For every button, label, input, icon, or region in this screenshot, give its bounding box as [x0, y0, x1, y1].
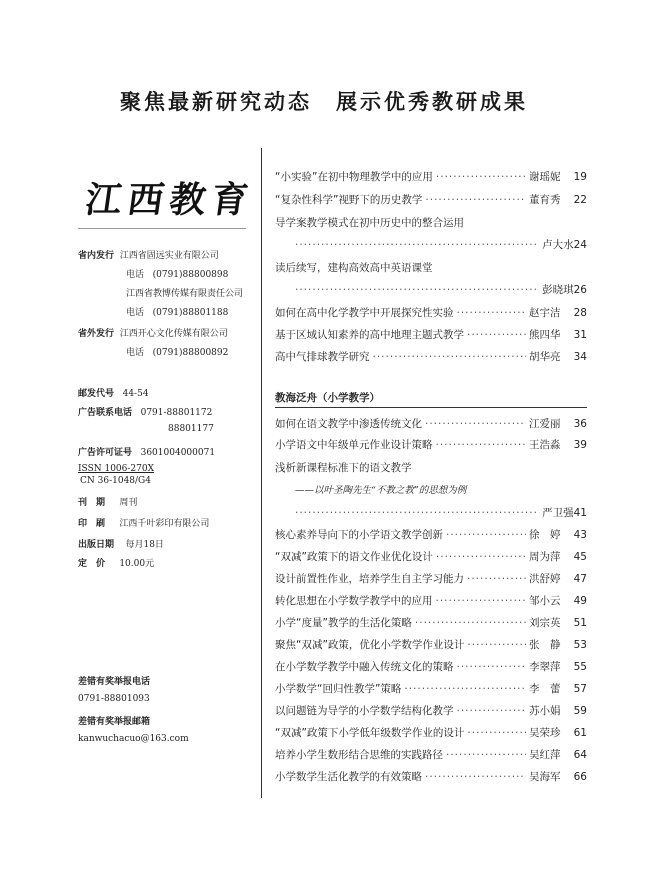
toc-author: 苏小娟	[529, 705, 561, 717]
toc-page: 49	[573, 595, 587, 607]
foreign-label: 省外发行	[78, 329, 115, 339]
toc-item[interactable]	[275, 593, 587, 607]
toc-page: 28	[573, 307, 587, 319]
toc-item[interactable]	[275, 192, 587, 206]
toc-author: 熊四华	[529, 329, 561, 341]
toc-title: 设计前置性作业，培养学生自主学习能力	[275, 573, 464, 585]
ad-phone-1: 0791-88801172	[140, 408, 213, 418]
toc-title: “复杂性科学”视野下的历史教学	[275, 194, 423, 206]
toc-author: 李 蕾	[529, 683, 561, 695]
period-row	[78, 495, 137, 508]
date-value: 每月18日	[125, 540, 164, 550]
report-email-label: 差错有奖举报邮箱	[78, 717, 151, 727]
leader-dots	[467, 727, 526, 739]
toc-page: 55	[573, 661, 587, 673]
toc-page: 57	[573, 683, 587, 695]
toc-title: 基于区域认知素养的高中地理主题式教学	[275, 329, 464, 341]
domestic-distributor-2: 江西省教博传媒有限责任公司	[126, 289, 244, 299]
ad-license-row	[78, 445, 215, 458]
postal-row	[78, 386, 149, 399]
leader-dots	[404, 683, 526, 695]
phone-label: 电话	[126, 348, 145, 358]
phone-row-2	[126, 305, 228, 318]
toc-item-continuation	[295, 505, 587, 519]
toc-item[interactable]	[275, 571, 587, 585]
toc-author: 王浩淼	[529, 439, 561, 451]
period-value: 周刊	[119, 498, 138, 508]
period-label: 刊 期	[78, 498, 106, 508]
toc-title[interactable]: 读后续写，建构高效高中英语课堂	[275, 262, 433, 274]
toc-item-continuation	[295, 282, 587, 296]
foreign-row	[78, 326, 228, 339]
toc-page: 64	[573, 749, 587, 761]
toc-page: 43	[573, 529, 587, 541]
toc-page: 51	[573, 617, 587, 629]
toc-page: 34	[573, 351, 587, 363]
report-email: kanwuchacuo@163.com	[78, 734, 189, 744]
postal-label: 邮发代号	[78, 389, 115, 399]
issn: ISSN 1006-270X	[78, 464, 154, 474]
toc-page: 41	[573, 507, 587, 519]
magazine-logo: 江西教育	[82, 179, 257, 221]
toc-author: 徐 婷	[529, 529, 561, 541]
toc-item[interactable]	[275, 169, 587, 183]
printer-row	[78, 516, 209, 529]
toc-item[interactable]	[275, 349, 587, 363]
toc-title: 如何在语文教学中渗透传统文化	[275, 418, 422, 430]
toc-item[interactable]	[275, 659, 587, 673]
ad-license-label: 广告许可证号	[78, 448, 133, 458]
toc-title: 聚焦“双减”政策，优化小学数学作业设计	[275, 639, 465, 651]
toc-item[interactable]	[275, 769, 587, 783]
toc-title: 培养小学生数形结合思维的实践路径	[275, 749, 443, 761]
toc-author: 邹小云	[529, 595, 561, 607]
print-label: 印 刷	[78, 519, 106, 529]
toc-title: “双减”政策下的语文作业优化设计	[275, 551, 433, 563]
toc-title[interactable]: 导学案教学模式在初中历史中的整合运用	[275, 217, 464, 229]
toc-author: 董育秀	[529, 194, 561, 206]
domestic-distributor-1: 江西省固远实业有限公司	[119, 251, 219, 261]
toc-title: 如何在高中化学教学中开展探究性实验	[275, 307, 454, 319]
toc-item[interactable]	[275, 549, 587, 563]
toc-author: 吴红萍	[529, 749, 561, 761]
toc-page: 45	[573, 551, 587, 563]
leader-dots	[436, 439, 527, 451]
toc-title: 高中气排球教学研究	[275, 351, 370, 363]
leader-dots	[295, 239, 539, 251]
toc-title: 小学语文中年级单元作业设计策略	[275, 439, 433, 451]
domestic-label: 省内发行	[78, 251, 115, 261]
date-row	[78, 537, 164, 550]
toc-title: 转化思想在小学数学教学中的应用	[275, 595, 433, 607]
toc-author: 江爱丽	[529, 418, 561, 430]
toc-author: 吴海军	[529, 771, 561, 783]
toc-item[interactable]	[275, 615, 587, 629]
toc-title: 小学数学生活化教学的有效策略	[275, 771, 422, 783]
leader-dots	[436, 551, 526, 563]
toc-author: 谢瑶妮	[529, 171, 561, 183]
phone-row-1	[126, 267, 228, 280]
printer-name: 江西千叶彩印有限公司	[119, 519, 210, 529]
cn-number: CN 36-1048/G4	[80, 476, 151, 486]
leader-dots	[467, 329, 526, 341]
toc-item-continuation	[295, 237, 587, 251]
toc-title[interactable]: 浅析新课程标准下的语文教学	[275, 462, 412, 474]
toc-page: 19	[573, 171, 587, 183]
leader-dots	[467, 573, 526, 585]
toc-page: 66	[573, 771, 587, 783]
leader-dots	[446, 749, 526, 761]
toc-page: 31	[573, 329, 587, 341]
toc-page: 61	[573, 727, 587, 739]
toc-author: 张 静	[529, 639, 561, 651]
report-phone-label: 差错有奖举报电话	[78, 677, 151, 687]
date-label: 出版日期	[78, 540, 115, 550]
toc-author: 严卫强	[542, 507, 574, 519]
toc-item[interactable]	[275, 305, 587, 319]
toc-subtitle: ——以叶圣陶先生“不教之教”的思想为例	[295, 485, 467, 496]
toc-item[interactable]	[275, 637, 587, 651]
leader-dots	[295, 284, 539, 296]
toc-title: “双减”政策下小学低年级数学作业的设计	[275, 727, 465, 739]
leader-dots	[415, 617, 526, 629]
phone-row-3	[126, 345, 228, 358]
phone-label: 电话	[126, 308, 145, 318]
ad-phone-row	[78, 405, 212, 418]
report-phone: 0791-88801093	[78, 694, 150, 704]
leader-dots	[425, 771, 526, 783]
toc-title: 以问题链为导学的小学数学结构化教学	[275, 705, 454, 717]
toc-page: 39	[573, 439, 587, 451]
ad-phone-2: 88801177	[168, 424, 214, 434]
domestic-row-1	[78, 248, 219, 261]
phone-value-1: (0791)88800898	[152, 270, 229, 280]
toc-item[interactable]	[275, 703, 587, 717]
toc-page: 36	[573, 418, 587, 430]
toc-title: 小学数学“回归性教学”策略	[275, 683, 402, 695]
foreign-distributor: 江西开心文化传媒有限公司	[119, 329, 228, 339]
domestic-row-2	[126, 286, 243, 299]
toc-author: 洪舒婷	[529, 573, 561, 585]
ad-phone-row-2	[168, 424, 214, 434]
toc-author: 卢大水	[542, 239, 574, 251]
leader-dots	[425, 418, 526, 430]
toc-page: 59	[573, 705, 587, 717]
leader-dots	[425, 194, 526, 206]
leader-dots	[295, 507, 539, 519]
leader-dots	[436, 171, 526, 183]
ad-phone-label: 广告联系电话	[78, 408, 133, 418]
phone-value-3: (0791)88800892	[152, 348, 229, 358]
toc-item[interactable]	[275, 725, 587, 739]
toc-item[interactable]	[275, 327, 587, 341]
toc-title: 小学“度量”教学的生活化策略	[275, 617, 412, 629]
toc-author: 彭晓琪	[542, 284, 574, 296]
toc-author: 李翠萍	[529, 661, 561, 673]
toc-author: 周为萍	[529, 551, 561, 563]
postal-code: 44-54	[122, 389, 149, 399]
toc-item[interactable]	[275, 437, 587, 451]
toc-title: 在小学数学教学中融入传统文化的策略	[275, 661, 454, 673]
toc-author: 胡华亮	[529, 351, 561, 363]
toc-page: 53	[573, 639, 587, 651]
leader-dots	[457, 705, 527, 717]
leader-dots	[446, 529, 526, 541]
toc-title: 核心素养导向下的小学语文教学创新	[275, 529, 443, 541]
toc-page: 47	[573, 573, 587, 585]
section-heading: 教海泛舟（小学教学）	[275, 390, 587, 408]
toc-page: 22	[573, 194, 587, 206]
toc-page: 26	[573, 284, 587, 296]
toc-page: 24	[573, 239, 587, 251]
toc-title: “小实验”在初中物理教学中的应用	[275, 171, 433, 183]
toc-author: 赵宇洁	[529, 307, 561, 319]
page-headline: 聚焦最新研究动态 展示优秀教研成果	[120, 90, 528, 114]
toc-item[interactable]	[275, 681, 587, 695]
toc-item[interactable]	[275, 527, 587, 541]
column-divider	[261, 148, 262, 798]
leader-dots	[457, 307, 527, 319]
phone-label: 电话	[126, 270, 145, 280]
logo-rule	[78, 228, 246, 229]
toc-item[interactable]	[275, 416, 587, 430]
toc-author: 吴荣珍	[529, 727, 561, 739]
toc-item[interactable]	[275, 747, 587, 761]
price-value: 10.00元	[119, 559, 155, 569]
leader-dots	[436, 595, 527, 607]
ad-license: 3601004000071	[140, 448, 216, 458]
toc-author: 刘宗英	[529, 617, 561, 629]
leader-dots	[457, 661, 527, 673]
price-label: 定 价	[78, 559, 106, 569]
phone-value-2: (0791)88801188	[152, 308, 229, 318]
leader-dots	[373, 351, 527, 363]
leader-dots	[467, 639, 526, 651]
price-row	[78, 556, 154, 569]
